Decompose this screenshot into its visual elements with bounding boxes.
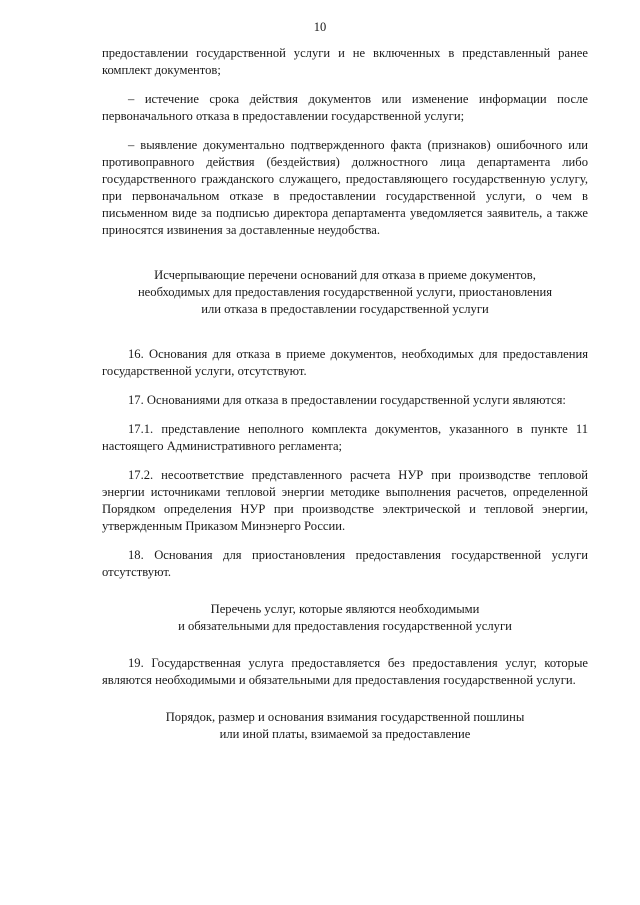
- heading-line: Перечень услуг, которые являются необходимыми: [210, 602, 480, 616]
- heading-line: и обязательными для предоставления государственной услуги: [178, 619, 512, 633]
- document-body: [102, 45, 588, 755]
- section-heading-required-services: [102, 601, 588, 635]
- heading-line: или отказа в предоставлении государственной услуги: [201, 302, 489, 316]
- section-heading-refusal-grounds: [102, 267, 588, 318]
- paragraph-18: 18. Основания для приостановления предоставления государственной услуги отсутствуют.: [102, 548, 588, 579]
- heading-line: необходимых для предоставления государственной услуги, приостановления: [137, 285, 553, 299]
- paragraph-continuation: предоставлении государственной услуги и не включенных в представленный ранее комплект документов;: [102, 46, 588, 77]
- paragraph-17-2: 17.2. несоответствие представленного расчета НУР при производстве тепловой энергии источниками тепловой энергии методике выполнения расчетов, определенной Порядком определения НУР при производстве электрической и тепловой энергии, утвержденным Приказом Минэнерго России.: [102, 468, 588, 533]
- section-heading-state-fee: [102, 709, 588, 743]
- paragraph-document-expiry: – истечение срока действия документов или изменение информации после первоначального отказа в предоставлении государственной услуги;: [102, 92, 588, 123]
- paragraph-error-detection: – выявление документально подтвержденного факта (признаков) ошибочного или противоправного действия (бездействия) должностного лица департамента либо государственного гражданского служащего, предоставляющего государственную услугу, при первоначальном отказе в предоставлении государственной услуги, о чем в письменном виде за подписью директора департамента уведомляется заявитель, а также приносятся извинения за доставленные неудобства.: [102, 138, 588, 237]
- heading-line: или иной платы, взимаемой за предоставление: [219, 727, 471, 741]
- page-number: 10: [313, 20, 327, 34]
- paragraph-17: 17. Основаниями для отказа в предоставлении государственной услуги являются:: [128, 393, 566, 407]
- paragraph-16: 16. Основания для отказа в приеме документов, необходимых для предоставления государственной услуги, отсутствуют.: [102, 347, 588, 378]
- paragraph-17-1: 17.1. представление неполного комплекта документов, указанного в пункте 11 настоящего Административного регламента;: [102, 422, 588, 453]
- heading-line: Исчерпывающие перечени оснований для отказа в приеме документов,: [154, 268, 536, 282]
- heading-line: Порядок, размер и основания взимания государственной пошлины: [165, 710, 525, 724]
- paragraph-19: 19. Государственная услуга предоставляется без предоставления услуг, которые являются необходимыми и обязательными для предоставления государственной услуги.: [102, 656, 588, 687]
